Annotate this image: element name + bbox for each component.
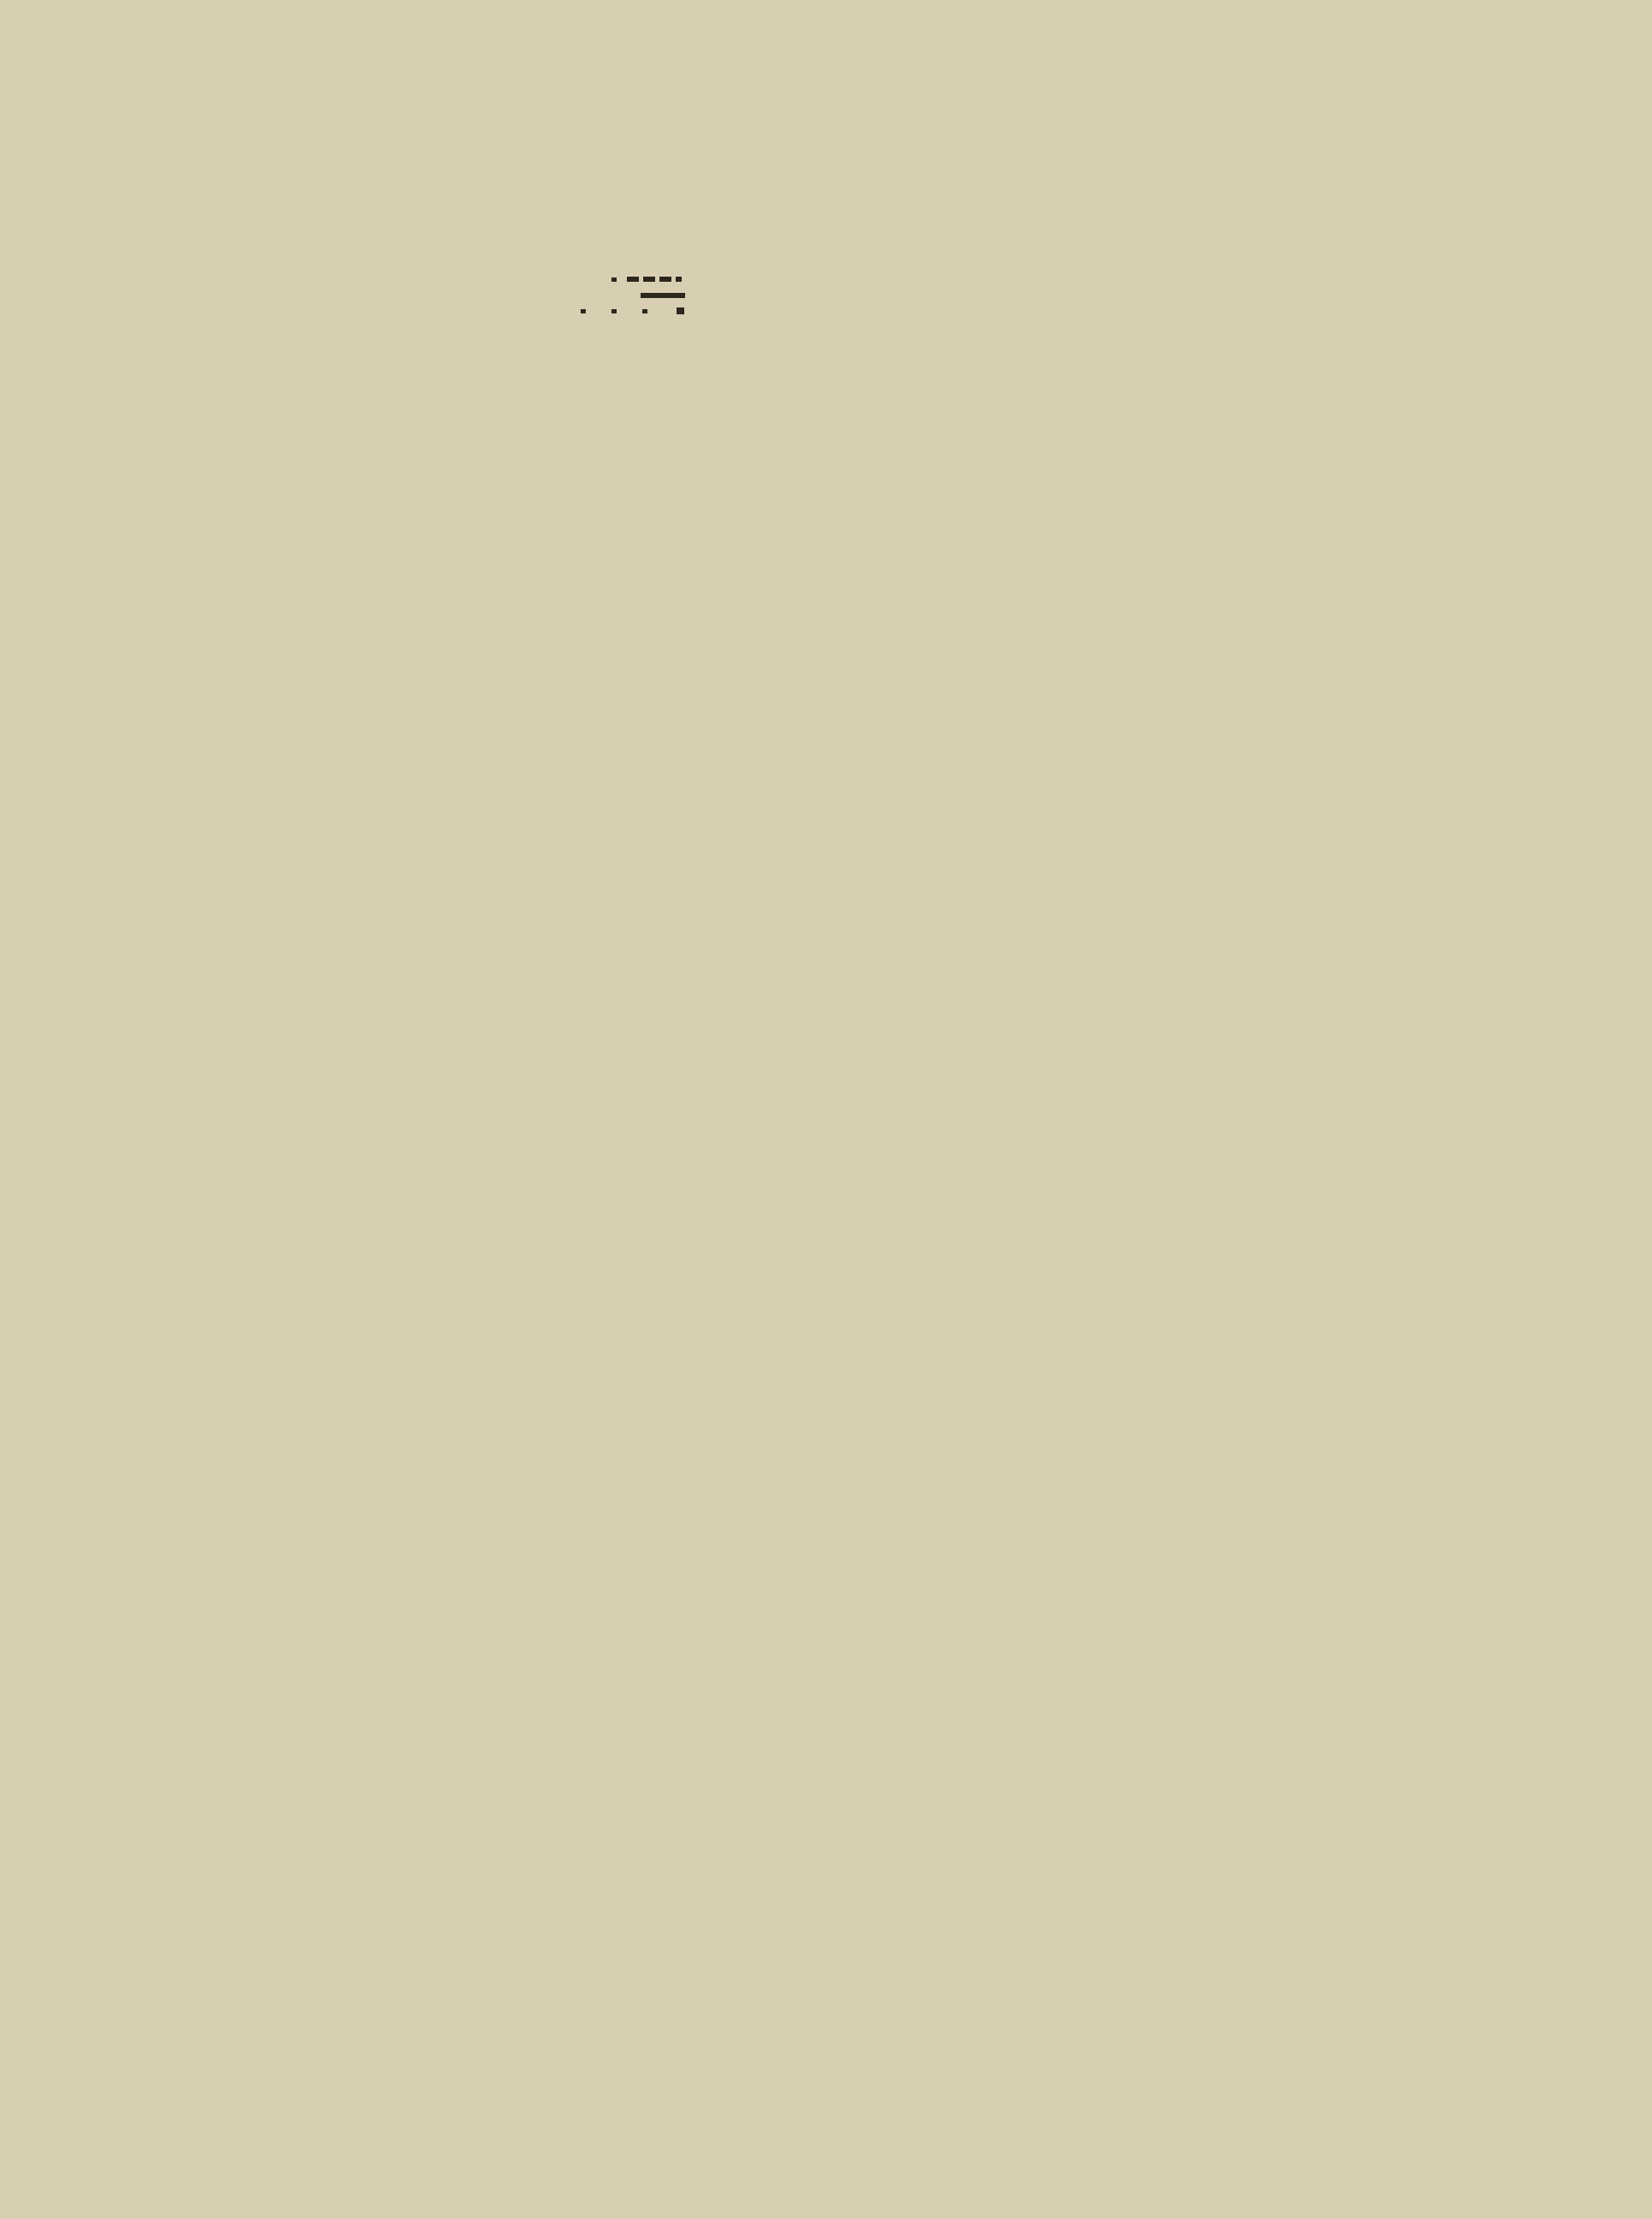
legend-house-dot: [642, 309, 647, 313]
legend-auto-dot: [611, 277, 617, 282]
legend-auto-sample: [627, 277, 682, 282]
legend-house-square: [677, 307, 684, 314]
legend-mail-sample: [641, 293, 685, 298]
legend-house-dot: [581, 309, 586, 313]
legend-house-dot: [611, 309, 617, 313]
